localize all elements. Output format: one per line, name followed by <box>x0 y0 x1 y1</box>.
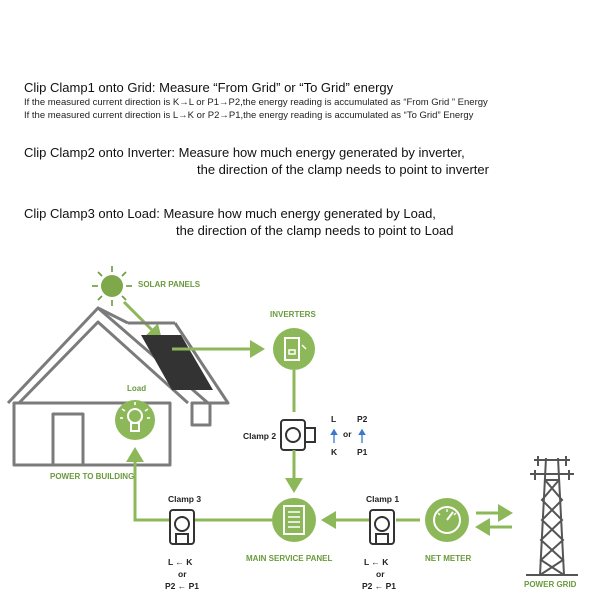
solar-panels-label: SOLAR PANELS <box>138 280 201 289</box>
clamp3-label: Clamp 3 <box>168 494 202 504</box>
clamp2-note: the direction of the clamp needs to point to inverter <box>197 162 489 177</box>
clamp2-K: K <box>331 447 338 457</box>
inverter-icon <box>273 328 315 370</box>
clamp3-or: or <box>178 569 187 579</box>
main-service-panel-icon <box>272 498 316 542</box>
clamp3-title: Clip Clamp3 onto Load: Measure how much energy generated by Load, <box>24 206 436 221</box>
load-bulb-icon <box>115 400 155 440</box>
sun-icon <box>92 266 132 306</box>
power-grid-label: POWER GRID <box>524 580 577 589</box>
clamp1-direction-p: P2 ← P1 <box>362 581 397 591</box>
power-tower-icon <box>526 456 578 575</box>
clamp3-direction-p: P2 ← P1 <box>165 581 200 591</box>
clamp3-to-load-line <box>135 450 170 520</box>
clamp2-P1: P1 <box>357 447 368 457</box>
clamp3-note: the direction of the clamp needs to point to Load <box>176 223 454 238</box>
clamp2-icon <box>281 420 315 450</box>
load-label: Load <box>127 384 147 393</box>
main-service-panel-label: MAIN SERVICE PANEL <box>246 554 333 563</box>
clamp3-direction-lk: L ← K <box>168 557 193 567</box>
sunlight-arrow <box>124 302 160 338</box>
clamp1-title: Clip Clamp1 onto Grid: Measure “From Grid” or “To Grid” energy <box>24 80 394 95</box>
clamp2-or: or <box>343 429 352 439</box>
clamp3-icon <box>170 510 194 544</box>
clamp2-P2: P2 <box>357 414 368 424</box>
net-meter-icon <box>425 498 469 542</box>
clamp1-icon <box>370 510 394 544</box>
inverters-label: INVERTERS <box>270 310 316 319</box>
clamp2-L: L <box>331 414 337 424</box>
clamp1-or: or <box>376 569 385 579</box>
clamp2-label: Clamp 2 <box>243 431 277 441</box>
clamp1-rule-from-grid: If the measured current direction is K→L or P1→P2,the energy reading is accumulated as “From Grid ” Energy <box>24 97 488 108</box>
clamp1-rule-to-grid: If the measured current direction is L→K or P2→P1,the energy reading is accumulated as “To Grid” Energy <box>24 110 474 121</box>
net-meter-label: NET METER <box>425 554 472 563</box>
clamp2-title: Clip Clamp2 onto Inverter: Measure how much energy generated by inverter, <box>24 145 465 160</box>
power-to-building-label: POWER TO BUILDING <box>50 472 135 481</box>
clamp1-label: Clamp 1 <box>366 494 400 504</box>
clamp1-direction-lk: L ← K <box>364 557 389 567</box>
